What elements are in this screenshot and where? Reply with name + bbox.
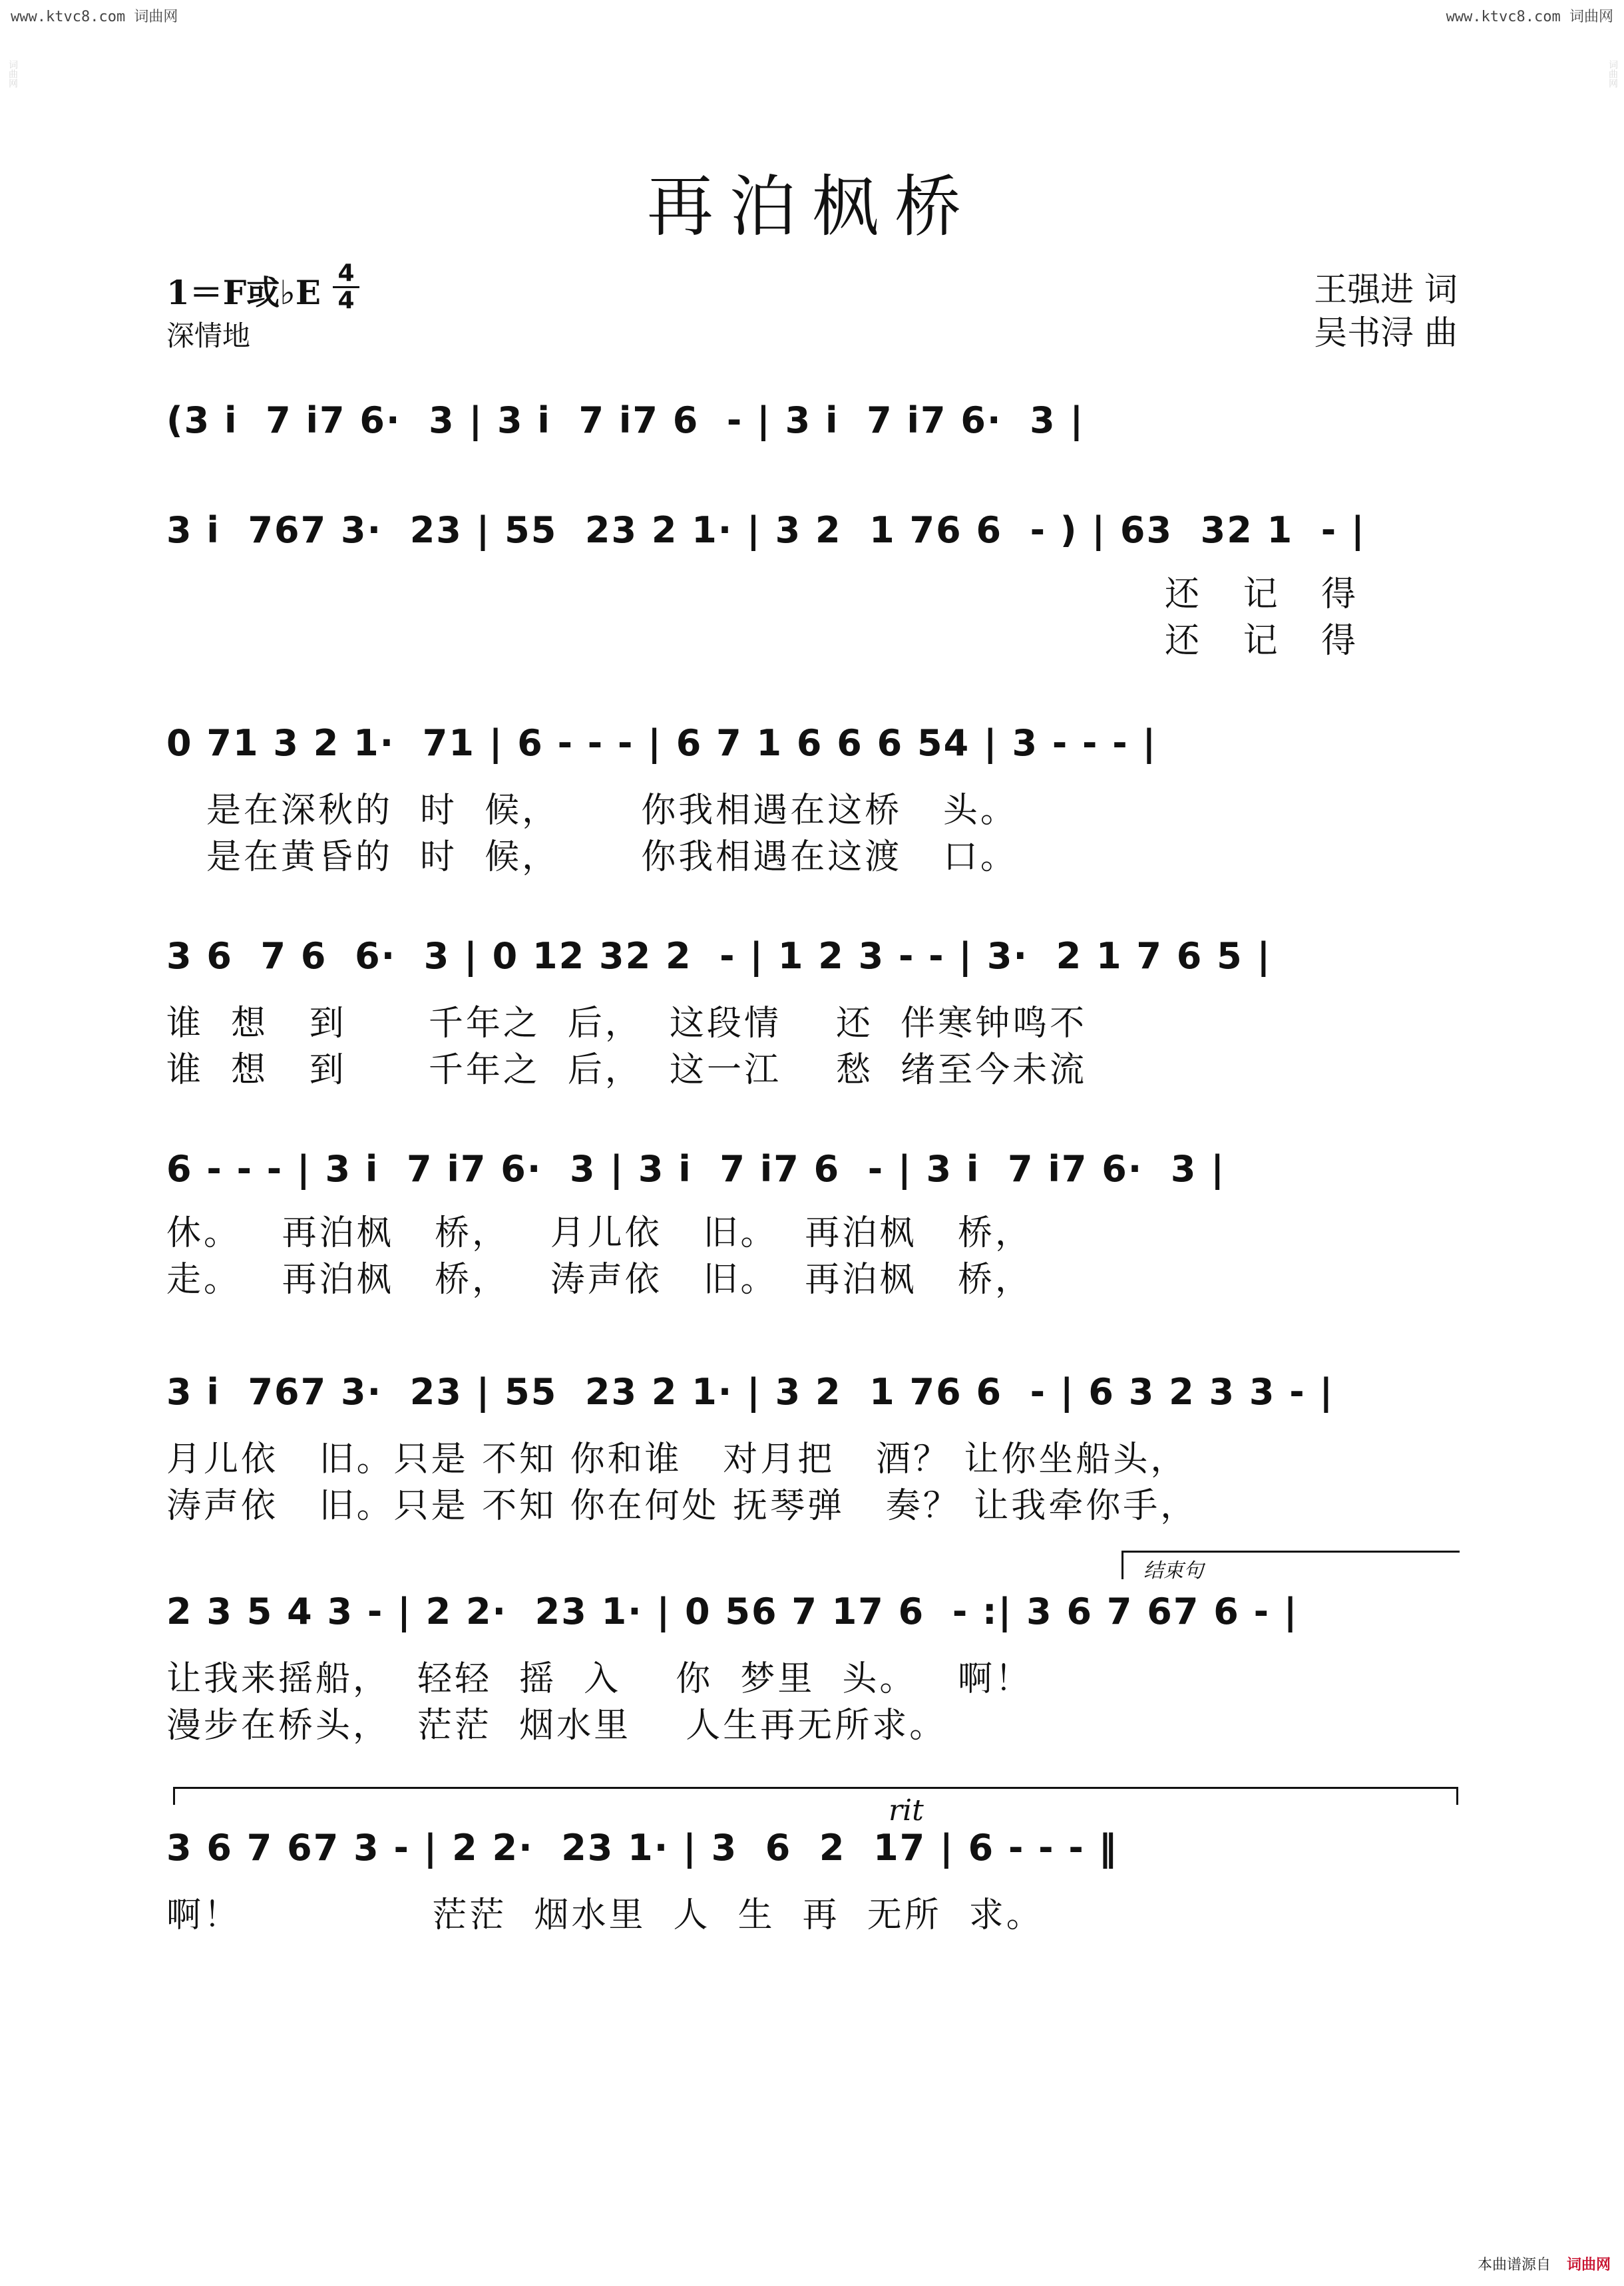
time-signature-bottom: 4 bbox=[333, 286, 359, 313]
ritardando-mark: rit bbox=[889, 1794, 924, 1827]
system-2-lyrics-2: 还 记 得 bbox=[1165, 621, 1359, 661]
system-2-notes: 3 i 767 3· 23 | 55 23 2 1· | 3 2 1 76 6 - ) | 63 32 1 - | bbox=[166, 509, 1366, 551]
footer-site: 词曲网 bbox=[1566, 2257, 1611, 2273]
watermark-left bbox=[4, 60, 20, 2226]
watermark-right bbox=[1604, 60, 1620, 2226]
system-4-notes: 3 6 7 6 6· 3 | 0 12 32 2 - | 1 2 3 - - | 3· 2 1 7 6 5 | bbox=[166, 935, 1272, 977]
song-title: 再泊枫桥 bbox=[647, 168, 977, 246]
system-8-notes: 3 6 7 67 3 - | 2 2· 23 1· | 3 6 2 17 | 6 - - - ‖ bbox=[166, 1827, 1118, 1869]
system-4-lyrics-2: 谁 想 到 千年之 后， 这一江 愁 绪至今未流 bbox=[166, 1050, 1088, 1090]
expression-mark: 深情地 bbox=[166, 319, 251, 352]
system-6-notes: 3 i 767 3· 23 | 55 23 2 1· | 3 2 1 76 6 - | 6 3 2 3 3 - | bbox=[166, 1371, 1334, 1413]
ending-bracket bbox=[1121, 1551, 1460, 1583]
system-3-notes: 0 71 3 2 1· 71 | 6 - - - | 6 7 1 6 6 6 54 | 3 - - - | bbox=[166, 722, 1157, 764]
key-signature: 1＝F或♭E bbox=[166, 273, 321, 312]
system-3-lyrics-2: 是在黄昏的 时 候， 你我相遇在这渡 口。 bbox=[206, 837, 1018, 877]
system-5-notes: 6 - - - | 3 i 7 i7 6· 3 | 3 i 7 i7 6 - | 3 i 7 i7 6· 3 | bbox=[166, 1148, 1226, 1190]
system-6-lyrics-2: 涛声依 旧。只是 不知 你在何处 抚琴弹 奏？ 让我牵你手， bbox=[166, 1486, 1198, 1526]
system-6-lyrics-1: 月儿依 旧。只是 不知 你和谁 对月把 酒？ 让你坐船头， bbox=[166, 1439, 1188, 1479]
time-signature-top: 4 bbox=[337, 260, 355, 287]
watermark-right-text: 词曲网 bbox=[1607, 60, 1618, 88]
system-7-lyrics-2: 漫步在桥头， 茫茫 烟水里 人生再无所求。 bbox=[166, 1706, 947, 1746]
system-8-bracket bbox=[173, 1787, 1458, 1805]
time-signature bbox=[333, 261, 359, 313]
system-5-lyrics-1: 休。 再泊枫 桥， 月儿依 旧。 再泊枫 桥， bbox=[166, 1213, 1032, 1253]
system-7-notes: 2 3 5 4 3 - | 2 2· 23 1· | 0 56 7 17 6 - :| 3 6 7 67 6 - | bbox=[166, 1591, 1299, 1632]
composer-credit: 吴书浔 曲 bbox=[1314, 313, 1458, 352]
ending-bracket-label: 结束句 bbox=[1143, 1559, 1203, 1583]
system-1-notes: (3 i 7 i7 6· 3 | 3 i 7 i7 6 - | 3 i 7 i7 6· 3 | bbox=[166, 399, 1085, 441]
system-4-lyrics-1: 谁 想 到 千年之 后， 这段情 还 伴寒钟鸣不 bbox=[166, 1004, 1088, 1044]
header-right: www.ktvc8.com 词曲网 bbox=[1446, 9, 1613, 25]
lyricist-credit: 王强进 词 bbox=[1314, 270, 1458, 309]
system-8-lyrics-1: 啊！ 茫茫 烟水里 人 生 再 无所 求。 bbox=[166, 1895, 1044, 1935]
system-7-lyrics-1: 让我来摇船， 轻轻 摇 入 你 梦里 头。 啊！ bbox=[166, 1659, 1032, 1699]
system-5-lyrics-2: 走。 再泊枫 桥， 涛声依 旧。 再泊枫 桥， bbox=[166, 1260, 1032, 1300]
header-left: www.ktvc8.com 词曲网 bbox=[11, 9, 178, 25]
system-3-lyrics-1: 是在深秋的 时 候， 你我相遇在这桥 头。 bbox=[206, 791, 1018, 831]
system-2-lyrics-1: 还 记 得 bbox=[1165, 574, 1359, 614]
footer-source: 本曲谱源自 bbox=[1477, 2257, 1551, 2273]
watermark-left-text: 词曲网 bbox=[7, 60, 18, 88]
